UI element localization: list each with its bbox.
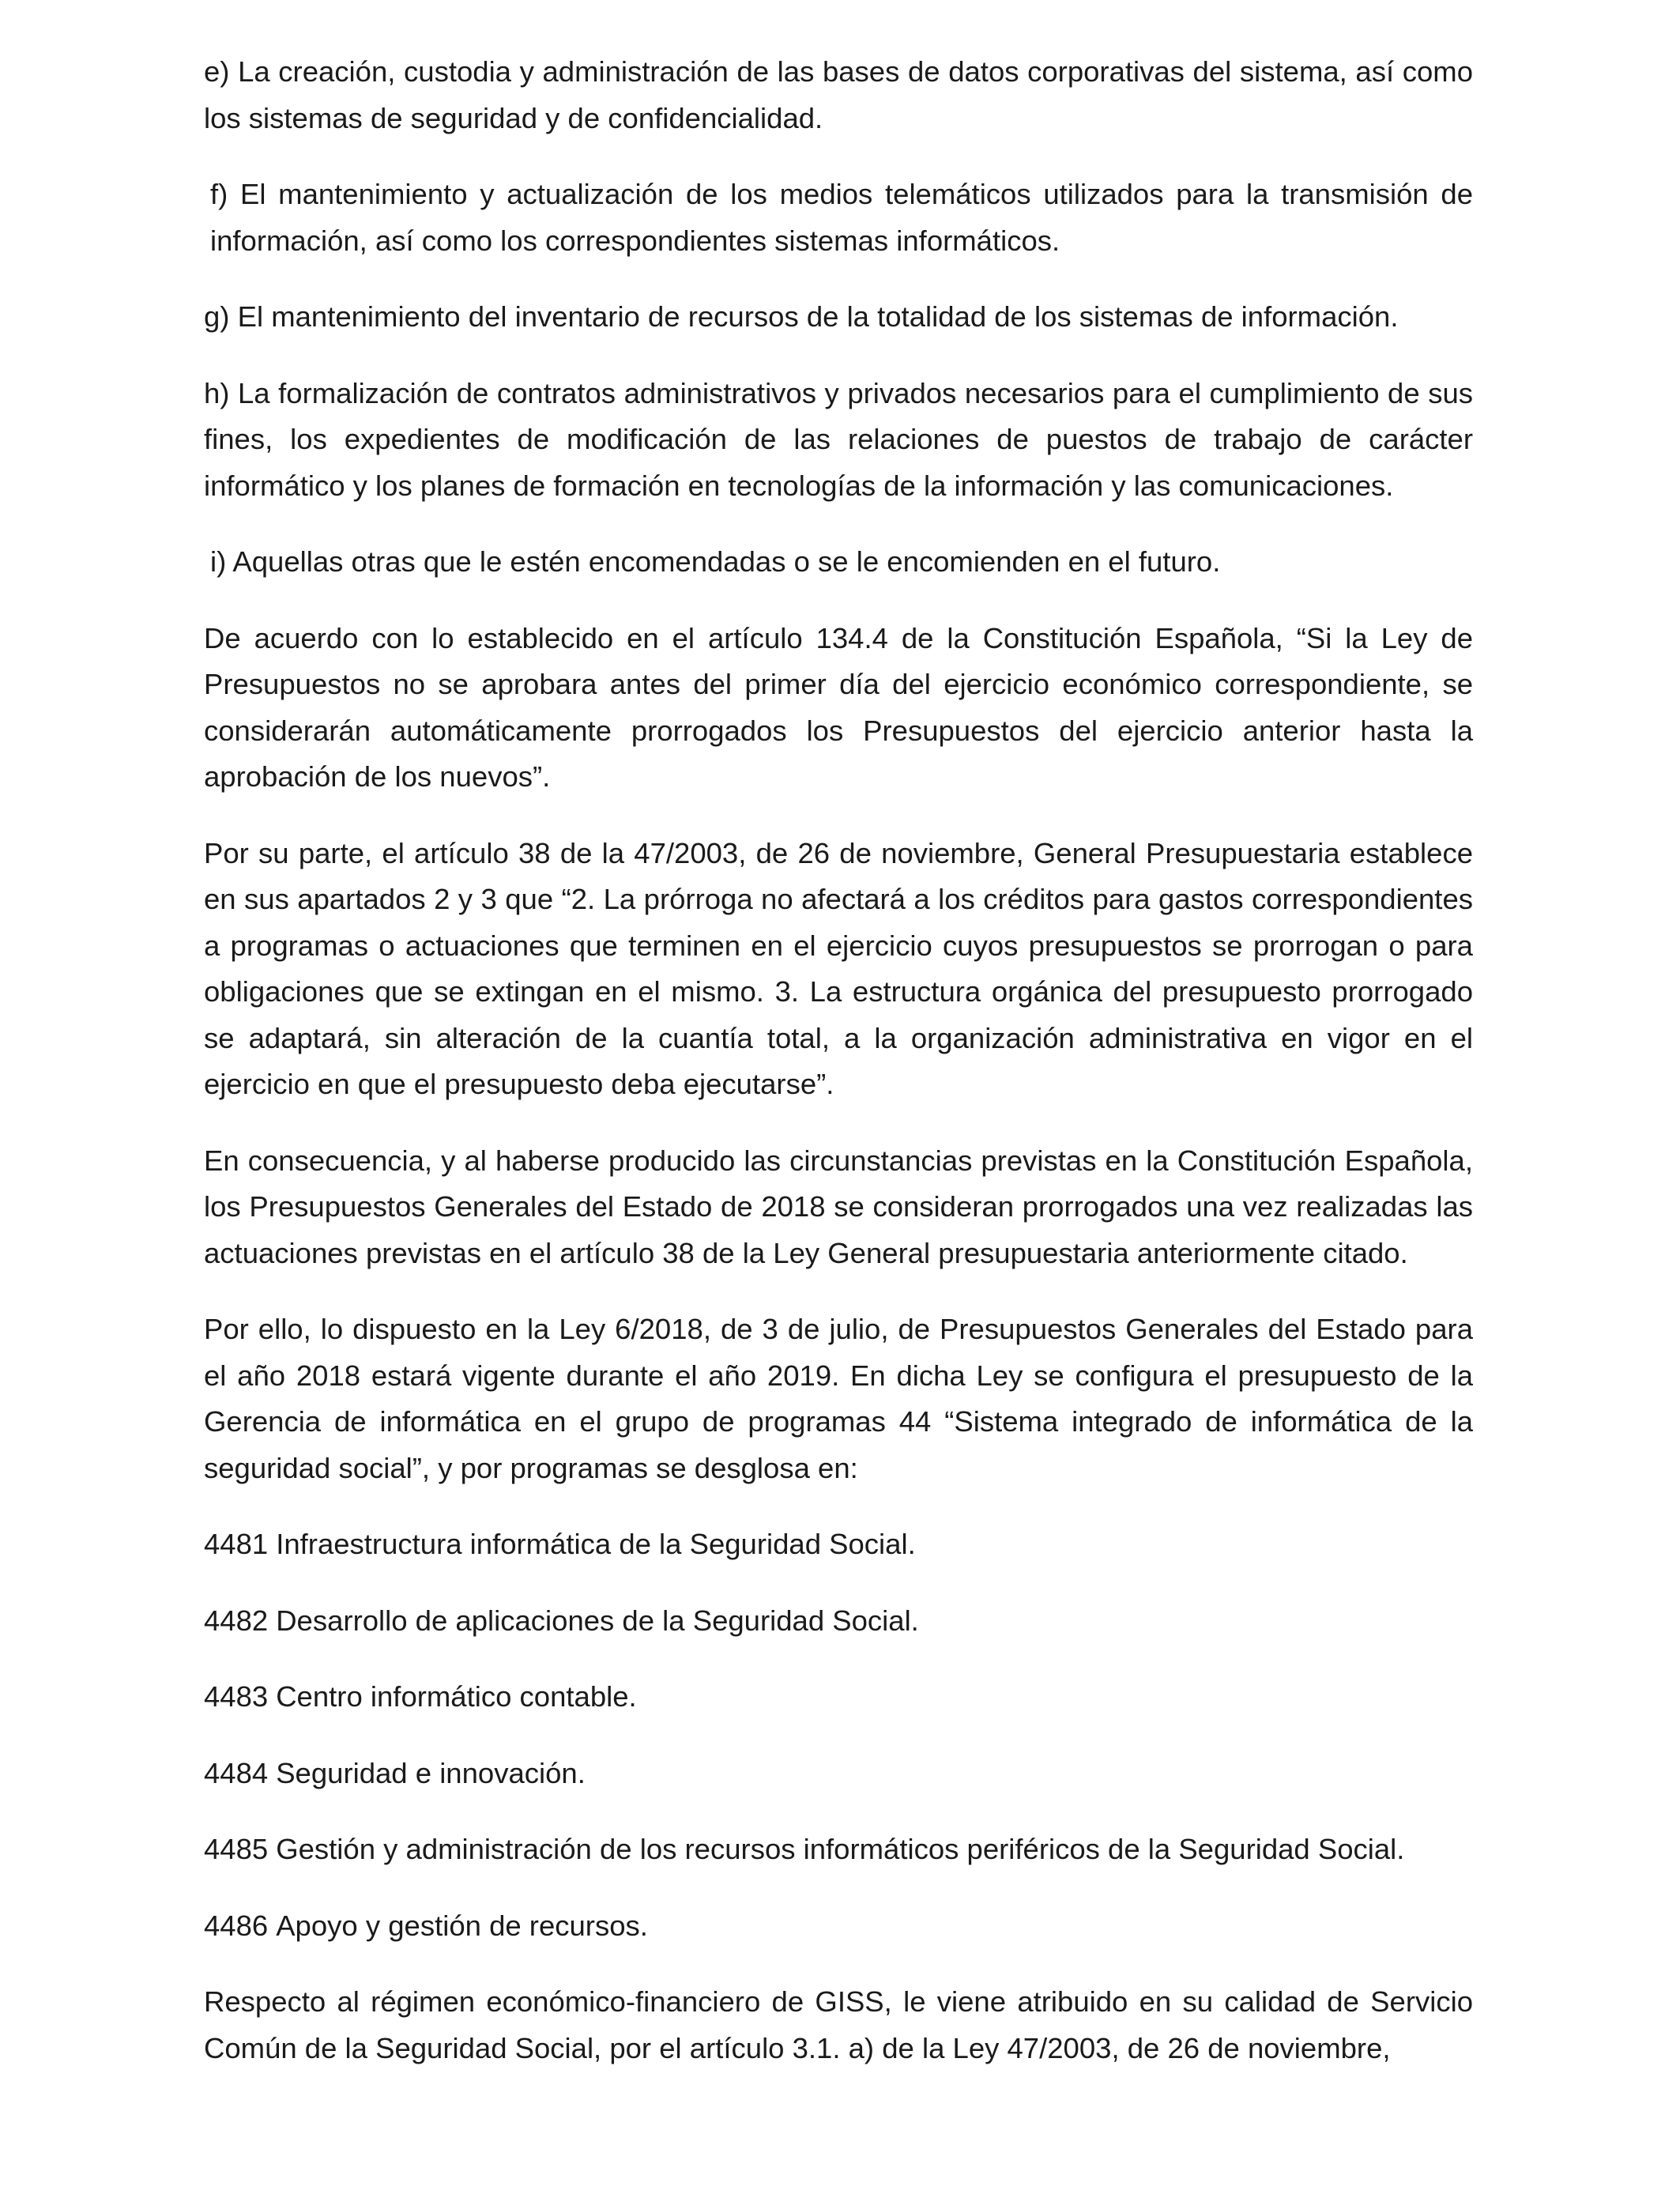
program-code: 4483: [204, 1680, 269, 1713]
paragraph-g: g) El mantenimiento del inventario de recursos de la totalidad de los sistemas de información.: [204, 300, 1399, 333]
program-label: Infraestructura informática de la Seguridad Social.: [276, 1528, 916, 1560]
program-label: Seguridad e innovación.: [276, 1756, 586, 1789]
program-code: 4482: [204, 1604, 269, 1637]
paragraph-f: f) El mantenimiento y actualización de los medios telemáticos utilizados para la transmisión de información, así como los correspondientes sistemas informáticos.: [210, 178, 1473, 257]
program-code: 4486: [204, 1909, 269, 1942]
paragraph-consequence: En consecuencia, y al haberse producido las circunstancias previstas en la Constitución Española, los Presupuestos Generales del Estado de 2018 se consideran prorrogados una vez realizadas las actuaciones previstas en el artículo 38 de la Ley General presupuestaria anteriormente citado.: [204, 1144, 1473, 1269]
paragraph-i: i) Aquellas otras que le estén encomendadas o se le encomienden en el futuro.: [210, 545, 1221, 578]
program-label: Centro informático contable.: [276, 1680, 637, 1713]
program-item: [204, 1751, 1473, 1797]
paragraph-e: e) La creación, custodia y administración de las bases de datos corporativas del sistema, así como los sistemas de seguridad y de confidencialidad.: [204, 55, 1473, 134]
paragraph-h: h) La formalización de contratos administrativos y privados necesarios para el cumplimiento de sus fines, los expedientes de modificación de las relaciones de puestos de trabajo de carácter informático y los planes de formación en tecnologías de la información y las comunicaciones.: [204, 376, 1473, 502]
paragraph-closing: Respecto al régimen económico-financiero de GISS, le viene atribuido en su calidad de Servicio Común de la Seguridad Social, por el artículo 3.1. a) de la Ley 47/2003, de 26 de noviembre,: [204, 1985, 1473, 2064]
program-list: [204, 1521, 1473, 1949]
program-code: 4485: [204, 1833, 269, 1865]
program-item: [204, 1598, 1473, 1645]
program-item: [204, 1521, 1473, 1568]
paragraph-article-38: Por su parte, el artículo 38 de la 47/2003, de 26 de noviembre, General Presupuestaria establece en sus apartados 2 y 3 que “2. La prórroga no afectará a los créditos para gastos correspondientes a programas o actuaciones que terminen en el ejercicio cuyos presupuestos se prorrogan o para obligaciones que se extingan en el mismo. 3. La estructura orgánica del presupuesto prorrogado se adaptará, sin alteración de la cuantía total, a la organización administrativa en vigor en el ejercicio en que el presupuesto deba ejecutarse”.: [204, 836, 1473, 1100]
program-code: 4484: [204, 1756, 269, 1789]
program-item: [204, 1826, 1473, 1873]
program-label: Gestión y administración de los recursos informáticos periféricos de la Seguridad Social.: [276, 1833, 1405, 1865]
program-label: Apoyo y gestión de recursos.: [276, 1909, 648, 1942]
paragraph-law-6-2018: Por ello, lo dispuesto en la Ley 6/2018, de 3 de julio, de Presupuestos Generales del Estado para el año 2018 estará vigente durante el año 2019. En dicha Ley se configura el presupuesto de la Gerencia de informática en el grupo de programas 44 “Sistema integrado de informática de la seguridad social”, y por programas se desglosa en:: [204, 1313, 1473, 1484]
program-item: [204, 1903, 1473, 1950]
program-label: Desarrollo de aplicaciones de la Seguridad Social.: [276, 1604, 919, 1637]
document-page: [204, 49, 1473, 2102]
paragraph-constitution: De acuerdo con lo establecido en el artículo 134.4 de la Constitución Española, “Si la Ley de Presupuestos no se aprobara antes del primer día del ejercicio económico correspondiente, se considerarán automáticamente prorrogados los Presupuestos del ejercicio anterior hasta la aprobación de los nuevos”.: [204, 621, 1473, 793]
program-code: 4481: [204, 1528, 269, 1560]
program-item: [204, 1674, 1473, 1721]
